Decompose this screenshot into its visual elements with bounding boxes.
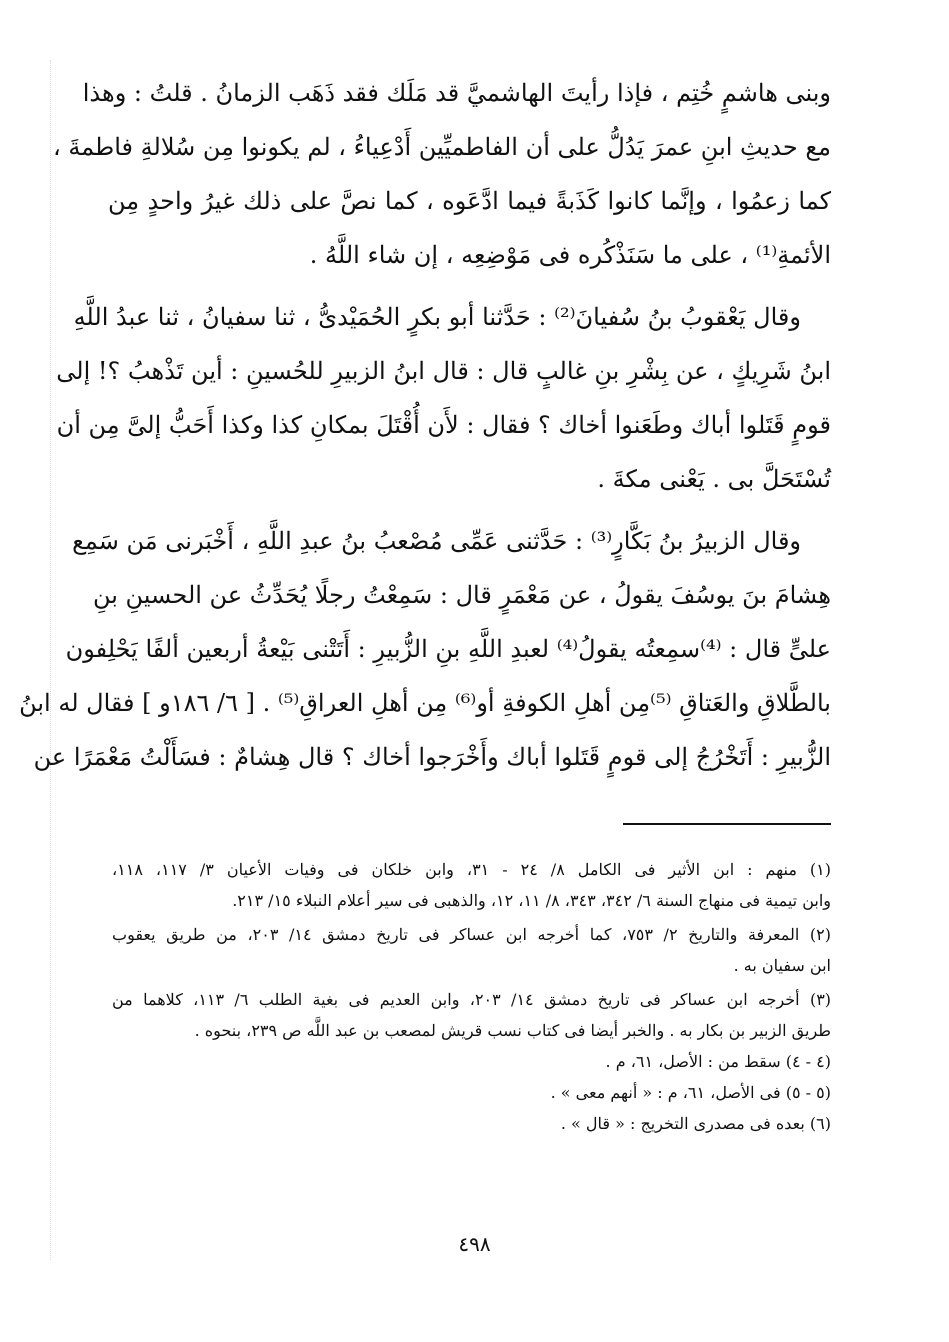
footnote-line: ابن سفيان به . [733,956,831,975]
footnote-line: (٣) أخرجه ابن عساكر فى تاريخ دمشق ١٤/ ٢٠٣، وابن العديم فى بغية الطلب ٦/ ١١٣، كلاهما من [112,990,832,1009]
text-line: بالطَّلاقِ والعَتاقِ ⁽⁵⁾مِن أهلِ الكوفةِ أو⁽⁶⁾ مِن أهلِ العراقِ⁽⁵⁾ . [ ٦/ ١٨٦و ] فقال له ابنُ [19,689,831,717]
text-line: الأئمةِ⁽¹⁾ ، على ما سَنَذْكُره فى مَوْضِعِه ، إن شاء اللَّهُ . [309,241,831,269]
footnote-line: (٦) بعده فى مصدرى التخريج : « قال » . [560,1114,831,1133]
footnote-line: (١) منهم : ابن الأثير فى الكامل ٨/ ٢٤ - ٣١، وابن خلكان فى وفيات الأعيان ٣/ ١١٧، ١١٨، [112,860,832,879]
footnote-line: (٢) المعرفة والتاريخ ٢/ ٧٥٣، كما أخرجه ابن عساكر فى تاريخ دمشق ١٤/ ٢٠٣، من طريق يعقوب [112,925,831,944]
footnote-separator [623,823,831,825]
text-line: علىٍّ قال : ⁽⁴⁾سمِعتُه يقولُ⁽⁴⁾ لعبدِ اللَّهِ بنِ الزُّبيرِ : أَتَتْنى بَيْعةُ أربعين ألفًا يَحْلِفون [65,635,831,663]
paragraph-1 [53,66,831,282]
footnote-4 [112,1046,831,1077]
text-line: هِشامَ بنَ يوسُفَ يقولُ ، عن مَعْمَرٍ قال : سَمِعْتُ رجلًا يُحَدِّثُ عن الحسينِ بنِ [92,581,831,609]
text-line: تُسْتَحَلَّ بى . يَعْنى مكةَ . [597,465,831,493]
text-line: الزُّبيرِ : أَتَخْرُجُ إلى قومٍ قَتَلوا أباك وأَخْرَجوا أخاك ؟ قال هِشامٌ : فسَأَلْتُ مَعْمَرًا عن [33,743,831,771]
text-line: وبنى هاشمٍ خُتِم ، فإذا رأيتَ الهاشميَّ قد مَلَك فقد ذَهَب الزمانُ . قلتُ : وهذا [82,79,831,107]
footnote-2 [112,919,831,981]
paragraph-gap [108,506,831,514]
text-line: قومٍ قَتَلوا أباك وطَعَنوا أخاك ؟ فقال : لأَن أُقْتَلَ بمكانِ كذا وكذا أَحَبُّ إلىَّ مِن أن [56,411,831,439]
main-text [19,66,831,784]
footnote-3 [112,984,831,1046]
footnote-line: (٥ - ٥) فى الأصل، ٦١، م : « أنهم معى » . [550,1083,831,1102]
footnote-5 [112,1077,831,1108]
page-number: ٤٩٨ [458,1232,491,1256]
paragraph-gap [108,282,831,290]
footnote-1 [112,854,831,916]
paragraph-3 [19,514,831,784]
footnote-line: (٤ - ٤) سقط من : الأصل، ٦١، م . [605,1052,831,1071]
text-line: وقال يَعْقوبُ بنُ سُفيانَ⁽²⁾ : حَدَّثنا أبو بكرٍ الحُمَيْدىُّ ، ثنا سفيانُ ، ثنا عبدُ اللَّهِ [73,303,801,331]
text-line: وقال الزبيرُ بنُ بَكَّارٍ⁽³⁾ : حَدَّثنى عَمِّى مُصْعبُ بنُ عبدِ اللَّهِ ، أَخْبَرنى مَن سَمِع [72,527,801,555]
text-line: مع حديثِ ابنِ عمرَ يَدُلُّ على أن الفاطميِّين أَدْعِياءُ ، لم يكونوا مِن سُلالةِ فاطمةَ ، [53,133,831,161]
footnote-line: طريق الزبير بن بكار به . والخبر أيضا فى كتاب نسب قريش لمصعب بن عبد اللَّه ص ٢٣٩، بنحوه . [194,1021,831,1040]
footnote-line: وابن تيمية فى منهاج السنة ٦/ ٣٤٢، ٣٤٣، ٨/ ١١، ١٢، والذهبى فى سير أعلام النبلاء ١٥/ ٢١٣. [232,891,831,910]
paragraph-2 [56,290,831,506]
text-line: كما زعمُوا ، وإنَّما كانوا كَذَبةً فيما ادَّعَوه ، كما نصَّ على ذلك غيرُ واحدٍ مِن [108,187,831,215]
text-line: ابنُ شَرِيكٍ ، عن بِشْرِ بنِ غالبٍ قال : قال ابنُ الزبيرِ للحُسينِ : أين تَذْهبُ ؟! إلى [56,357,831,385]
page-edge-shadow [50,60,51,1260]
footnote-6 [112,1108,831,1139]
footnotes [112,854,831,1139]
